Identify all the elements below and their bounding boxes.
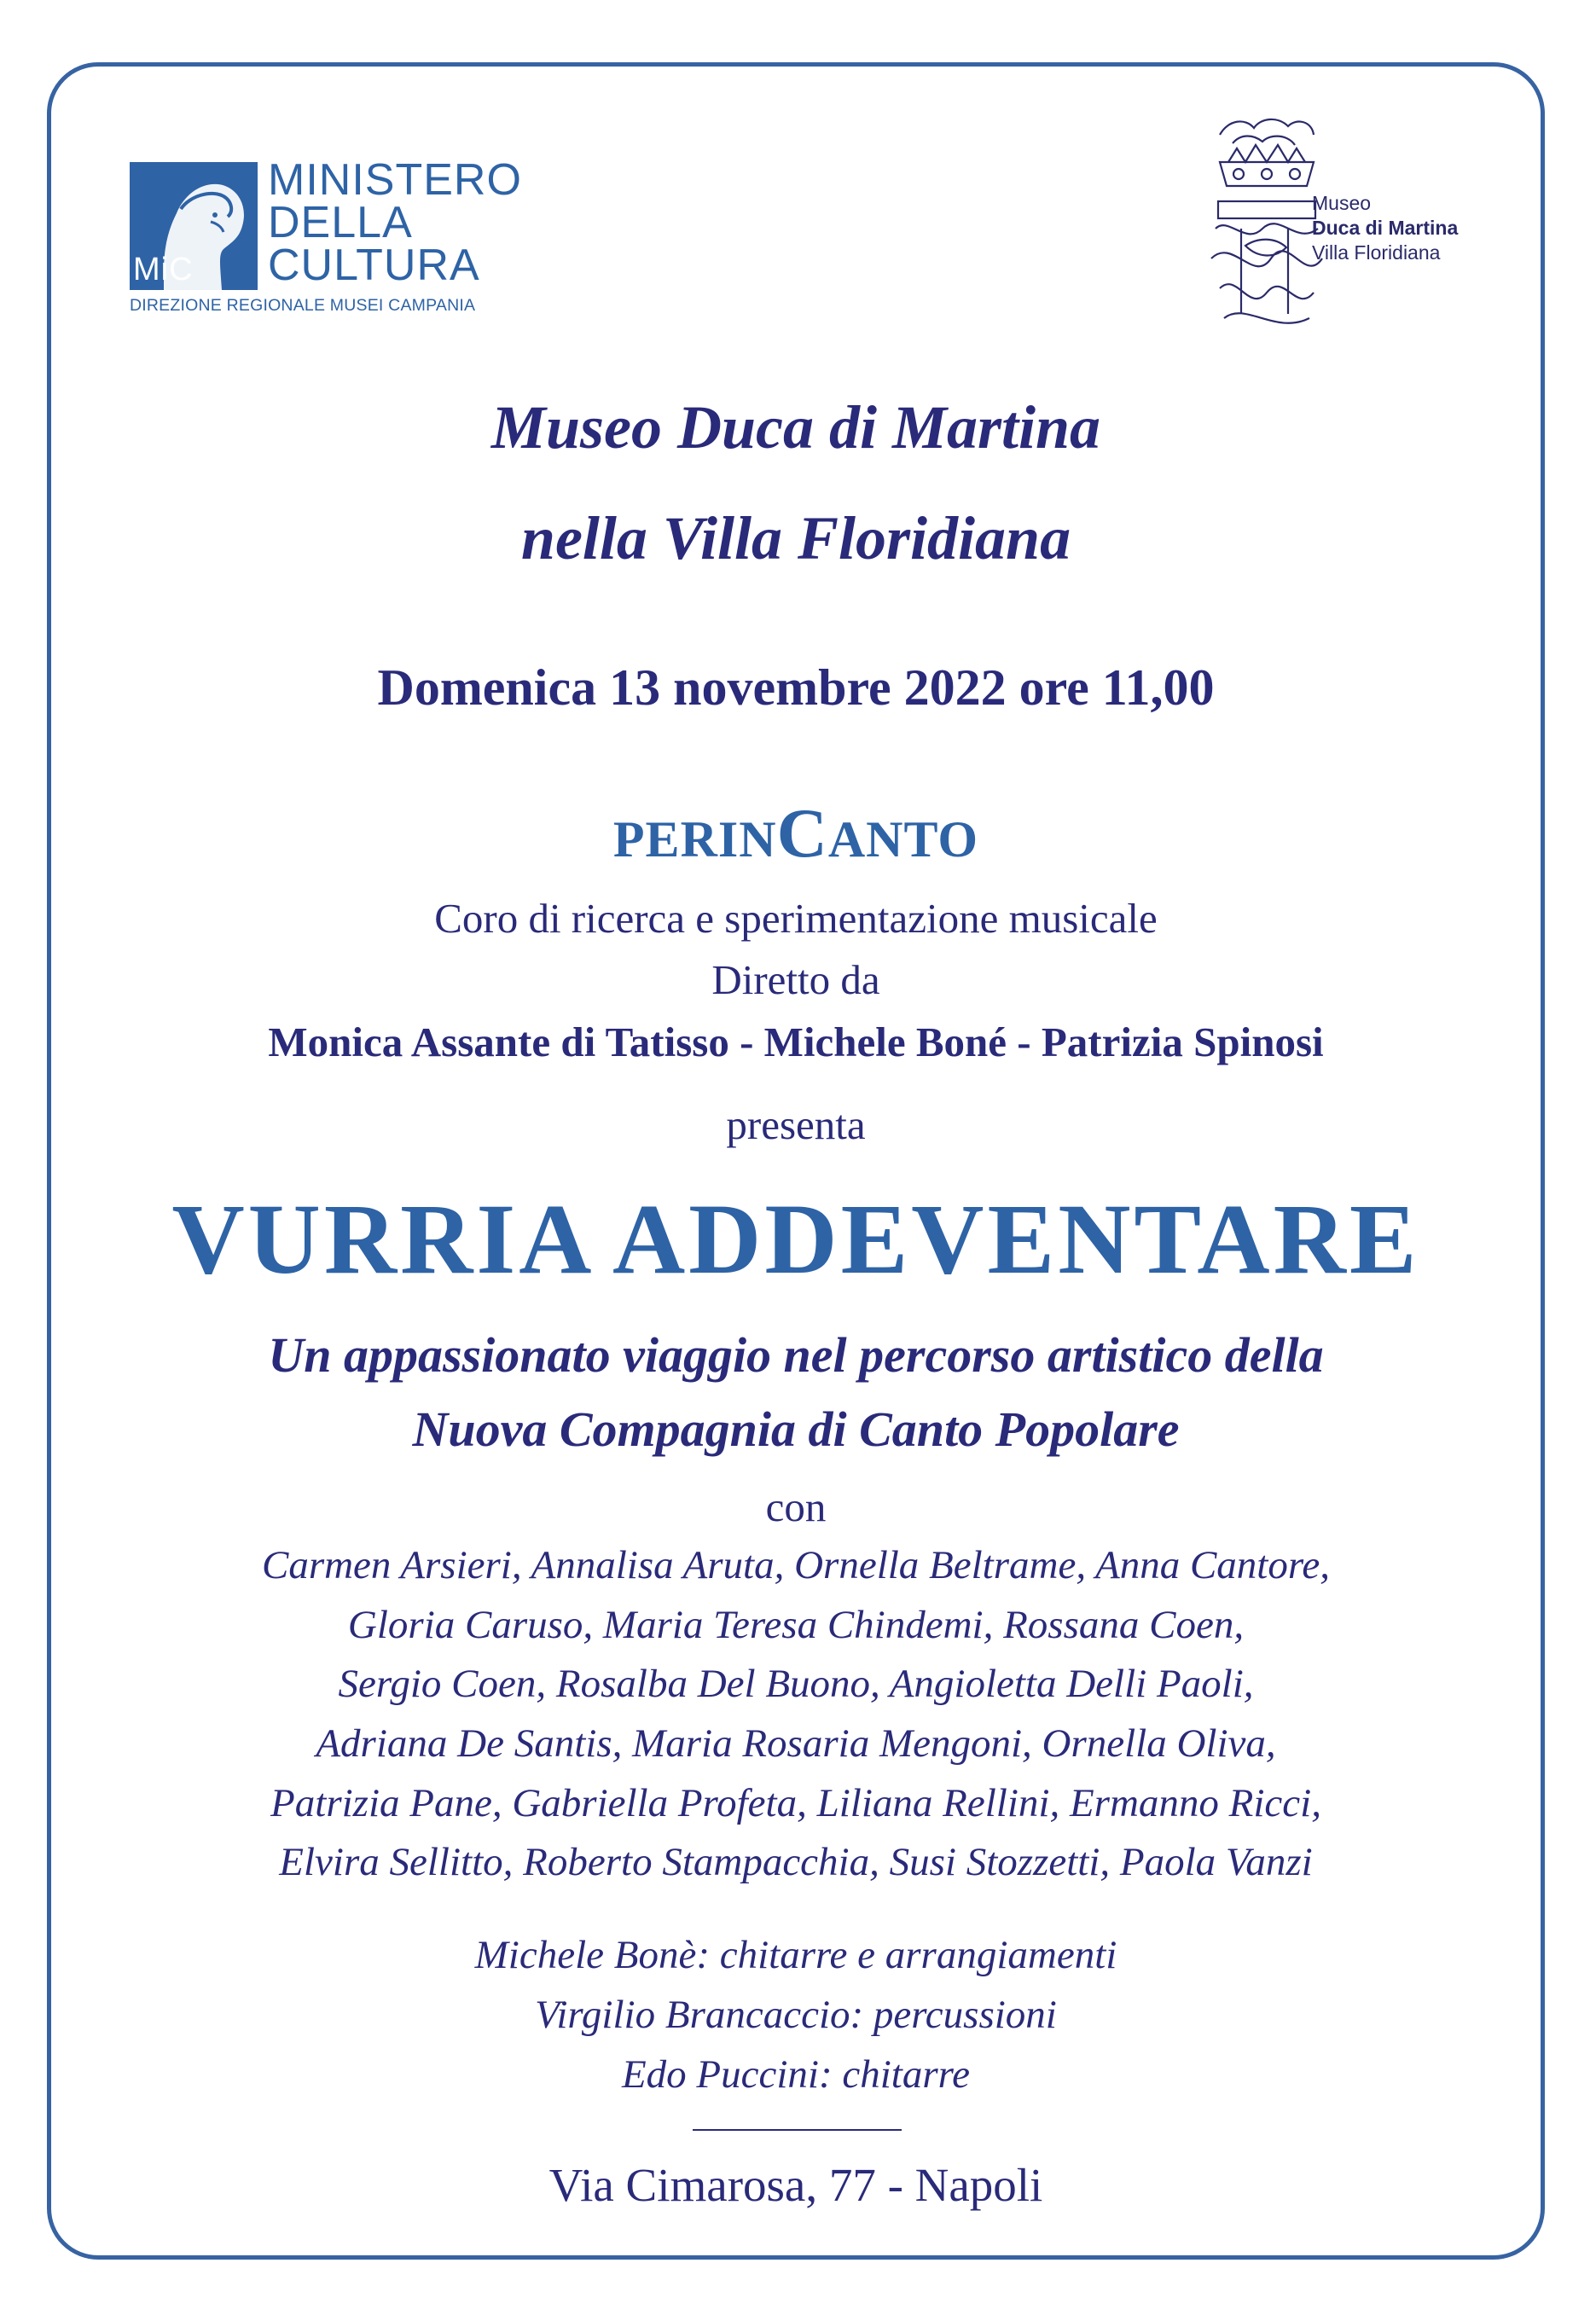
cast-line: Patrizia Pane, Gabriella Profeta, Liliana Rellini, Ermanno Ricci, xyxy=(270,1781,1321,1825)
address: Via Cimarosa, 77 - Napoli xyxy=(548,2159,1043,2211)
title-line1: Museo Duca di Martina xyxy=(490,393,1101,461)
museum-logo xyxy=(1194,109,1510,348)
directed-by-label: Diretto da xyxy=(711,956,880,1003)
ensemble-name-part1: PERIN xyxy=(612,811,777,867)
cast-line: Adriana De Santis, Maria Rosaria Mengoni, Ornella Oliva, xyxy=(316,1721,1276,1766)
directors: Monica Assante di Tatisso - Michele Boné - Patrizia Spinosi xyxy=(268,1018,1324,1065)
ensemble-name-part2: C xyxy=(776,794,828,872)
ministry-subtitle: DIREZIONE REGIONALE MUSEI CAMPANIA xyxy=(130,296,476,315)
musician-line: Virgilio Brancaccio: percussioni xyxy=(535,1993,1057,2037)
cast-line: Sergio Coen, Rosalba Del Buono, Angioletta Delli Paoli, xyxy=(338,1662,1254,1706)
musician-line: Edo Puccini: chitarre xyxy=(621,2052,971,2097)
ensemble-name-part3: ANTO xyxy=(827,811,979,867)
museum-line2: Duca di Martina xyxy=(1312,217,1459,239)
ensemble-description: Coro di ricerca e sperimentazione musicale xyxy=(434,895,1158,942)
presents-label: presenta xyxy=(726,1101,866,1148)
ensemble-name xyxy=(47,793,1545,873)
ministry-line2: DELLA xyxy=(268,198,413,247)
cast-line: Gloria Caruso, Maria Teresa Chindemi, Rossana Coen, xyxy=(347,1603,1245,1647)
divider xyxy=(693,2129,902,2131)
musician-line: Michele Bonè: chitarre e arrangiamenti xyxy=(474,1933,1117,1977)
cast-line: Carmen Arsieri, Annalisa Aruta, Ornella Beltrame, Anna Cantore, xyxy=(261,1543,1331,1587)
ministry-name xyxy=(268,155,522,290)
event-date: Domenica 13 novembre 2022 ore 11,00 xyxy=(377,659,1215,716)
show-subtitle-line2: Nuova Compagnia di Canto Popolare xyxy=(412,1401,1180,1457)
ministry-logo xyxy=(130,155,539,324)
museum-name xyxy=(1312,191,1458,265)
mic-emblem xyxy=(130,162,258,290)
with-label: con xyxy=(765,1483,827,1530)
ministry-line1: MINISTERO xyxy=(268,155,522,205)
cast-line: Elvira Sellitto, Roberto Stampacchia, Susi Stozzetti, Paola Vanzi xyxy=(279,1840,1313,1884)
mic-abbr: MiC xyxy=(133,252,194,287)
museum-line3: Villa Floridiana xyxy=(1312,241,1441,264)
title-line2: nella Villa Floridiana xyxy=(520,504,1071,572)
ministry-line3: CULTURA xyxy=(268,241,480,290)
museum-line1: Museo xyxy=(1312,192,1372,214)
show-headline: VURRIA ADDEVENTARE xyxy=(171,1183,1420,1295)
show-subtitle-line1: Un appassionato viaggio nel percorso artistico della xyxy=(268,1327,1324,1383)
